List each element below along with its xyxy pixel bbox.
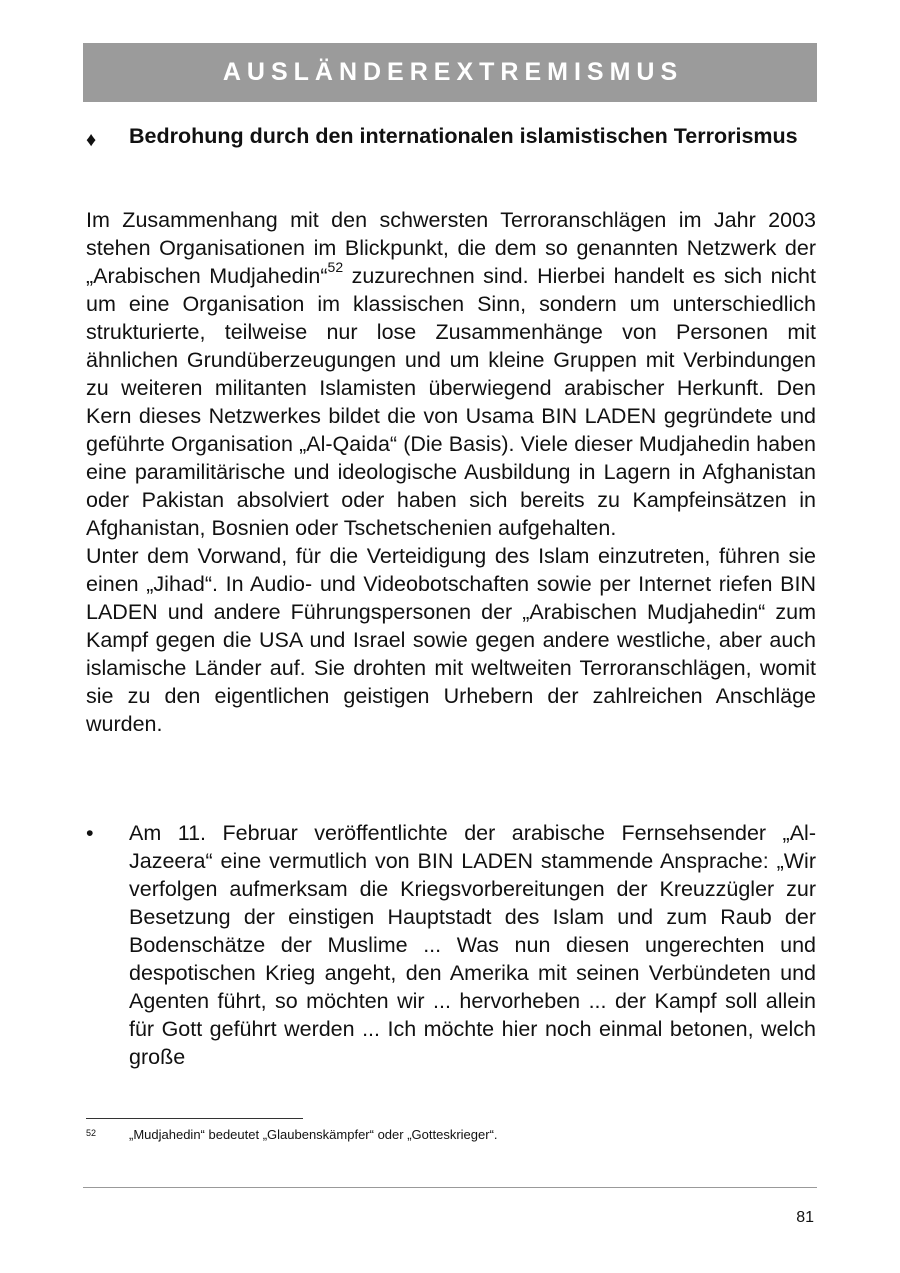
body-text <box>86 206 816 738</box>
bullet-item-text: Am 11. Februar veröffentlichte der arabische Fernsehsender „Al-Jazeera“ eine vermutlich von BIN LADEN stammende Ansprache: „Wir verfolgen aufmerksam die Kriegsvorbereitungen der Kreuzzügler zur Besetzung der einstigen Hauptstadt des Islam und zum Raub der Bodenschätze der Muslime ... Was nun diesen ungerechten und despotischen Krieg angeht, den Amerika mit seinen Verbündeten und Agenten führt, so möchten wir ... hervorheben ... der Kampf soll allein für Gott geführt werden ... Ich möchte hier noch einmal betonen, welch große <box>129 821 816 1069</box>
bullet-dot-icon: • <box>86 821 94 845</box>
footnote-reference: 52 <box>327 258 344 275</box>
bullet-list-item <box>86 819 816 1071</box>
footnote-number: 52 <box>86 1128 97 1138</box>
paragraph-1 <box>86 206 816 542</box>
footnote-text: „Mudjahedin“ bedeutet „Glaubenskämpfer“ oder „Gotteskrieger“. <box>129 1127 498 1142</box>
section-heading <box>86 122 816 150</box>
section-header-band <box>83 43 817 102</box>
diamond-bullet-icon: ♦ <box>86 129 97 151</box>
page-footer-divider <box>83 1187 817 1188</box>
paragraph-2: Unter dem Vorwand, für die Verteidigung des Islam einzutreten, führen sie einen „Jihad“. In Audio- und Videobotschaften sowie per Internet riefen BIN LADEN und andere Führungspersonen der „Arabischen Mudjahedin“ zum Kampf gegen die USA und Israel sowie gegen andere westliche, aber auch islamische Länder auf. Sie drohten mit weltweiten Terroranschlägen, womit sie zu den eigentlichen geistigen Urhebern der zahlreichen Anschläge wurden. <box>86 544 816 736</box>
page-number: 81 <box>796 1209 814 1226</box>
footnote <box>86 1126 816 1144</box>
section-header-title: AUSLÄNDEREXTREMISMUS <box>222 58 684 86</box>
paragraph-1-part-1: Im Zusammenhang mit den schwersten Terroranschlägen im Jahr 2003 stehen Organisationen im Blickpunkt, die dem so genannten Netzwerk der „Arabischen Mudjahedin“ <box>86 208 816 288</box>
section-heading-text: Bedrohung durch den internationalen islamistischen Terrorismus <box>129 124 798 148</box>
footnote-divider <box>86 1118 303 1119</box>
paragraph-1-part-2: zuzurechnen sind. Hierbei handelt es sich nicht um eine Organisation im klassischen Sinn, sondern um unterschiedlich strukturierte, teilweise nur lose Zusammenhänge von Personen mit ähnlichen Grundüberzeugungen und um kleine Gruppen mit Verbindungen zu weiteren militanten Islamisten überwiegend arabischer Herkunft. Den Kern dieses Netzwerkes bildet die von Usama BIN LADEN gegründete und geführte Organisation „Al-Qaida“ (Die Basis). Viele dieser Mudjahedin haben eine paramilitärische und ideologische Ausbildung in Lagern in Afghanistan oder Pakistan absolviert oder haben sich bereits zu Kampfeinsätzen in Afghanistan, Bosnien oder Tschetschenien aufgehalten. <box>86 264 816 540</box>
